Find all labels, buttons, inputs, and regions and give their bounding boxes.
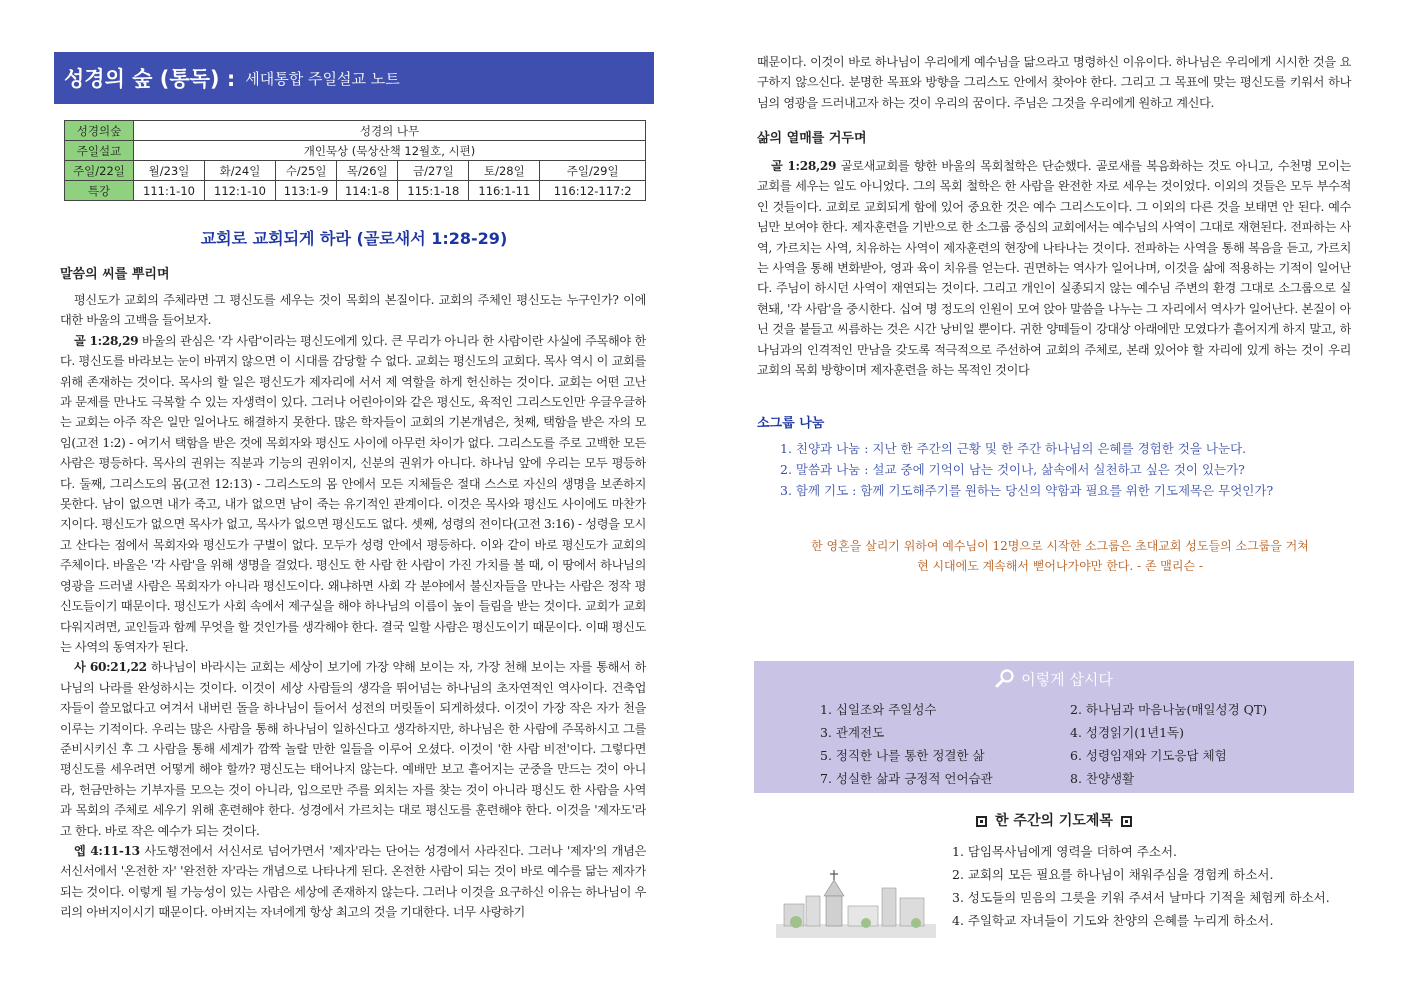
list-item: 1. 친양과 나눔 : 지난 한 주간의 근황 및 한 주간 하나님의 은혜를 경험한 것을 나눈다. xyxy=(780,441,1247,456)
day-cell: 금/27일 xyxy=(398,161,469,181)
reading-cell: 112:1-10 xyxy=(205,181,276,201)
reading-cell: 113:1-9 xyxy=(276,181,337,201)
paragraph xyxy=(60,331,646,658)
reading-cell: 115:1-18 xyxy=(398,181,469,201)
paragraph xyxy=(60,841,646,923)
prayer-title: 한 주간의 기도제목 xyxy=(995,813,1113,829)
table-row xyxy=(65,181,646,201)
list-item: 4. 성경읽기(1년1독) xyxy=(1070,725,1185,740)
table-row xyxy=(65,121,646,141)
quote-line: 현 시대에도 계속해서 뻗어나가야만 한다. - 존 맬리슨 - xyxy=(917,559,1203,573)
left-body xyxy=(60,290,646,940)
reading-cell: 114:1-8 xyxy=(337,181,398,201)
header-bar xyxy=(54,52,654,104)
day-cell: 수/25일 xyxy=(276,161,337,181)
table-row xyxy=(65,141,646,161)
list-item: 3. 함께 기도 : 함께 기도해주기를 원하는 당신의 약함과 필요를 위한 기도제목은 무엇인가? xyxy=(780,483,1274,498)
day-cell: 주일/29일 xyxy=(540,161,646,181)
scripture-ref: 골 1:28,29 xyxy=(771,159,837,173)
schedule-table xyxy=(64,120,646,201)
prayer-title-row xyxy=(754,810,1354,830)
paragraph-text: 사도행전에서 서신서로 넘어가면서 '제자'라는 단어는 성경에서 사라진다. 그러나 '제자'의 개념은 서신서에서 '온전한 자' '완전한 자'라는 개념으로 나타나게 된다. 온전한 사람이 되는 것이 바로 예수를 닮는 제자가 되는 것이다. 이렇게 될 가능성이 있는 사람은 세상에 존재하지 않는다. 그러나 이것을 요구하신 이유는 하나님이 우리의 아버지이시기 때문이다. 아버지는 자녀에게 항상 최고의 것을 기대한다. 너무 사랑하기 xyxy=(60,843,646,920)
small-group-title: 소그룹 나눔 xyxy=(757,416,825,431)
paragraph-text: 바울의 관심은 '각 사람'이라는 평신도에게 있다. 큰 무리가 아니라 한 사람이란 사실에 주목해야 한다. 평신도를 바라보는 눈이 바뀌지 않으면 이 시대를 감당할 수 없다. 교회는 평신도의 교회다. 목사 역시 이 교회를 위해 존재하는 것이다. 목사의 할 일은 평신도가 제자리에 서서 제 역할을 하게 헌신하는 것이다. 교회는 어떤 고난과 문제를 만나도 극복할 수 있는 자생력이 있다. 그러나 어린아이와 같은 평신도, 육적인 그리스도인만 우글우글하는 교회는 아주 작은 일만 일어나도 해결하지 못한다. 많은 학자들이 교회의 기본개념은, 첫째, 택함을 받은 자의 모임(고전 1:2) - 여기서 택함을 받은 것에 목회자와 평신도 사이에 아무런 차이가 없다. 그리스도를 주로 고백한 모든 사람은 평등하다. 목사의 권위는 직분과 기능의 권위이지, 신분의 권위가 아니다. 하나님 앞에 우리는 모두 평등하다. 둘째, 그리스도의 몸(고전 12:13) - 그리스도의 몸 안에서 모든 지체들은 절대 스스로 자신의 생명을 보존하지 못한다. 남이 없으면 내가 죽고, 내가 없으면 남이 죽는 유기적인 관계이다. 이것은 목사와 평신도 사이에도 마찬가지이다. 평신도가 없으면 목사가 없고, 목사가 없으면 평신도도 없다. 셋째, 성령의 전이다(고전 3:16) - 성령을 모시고 산다는 점에서 목회자와 평신도가 구별이 없다. 모두가 성령 안에서 평등하다. 이와 같이 바로 평신도가 교회의 주체이다. 바울은 '각 사람'을 위해 생명을 걸었다. 평신도 한 사람 한 사람이 가진 가치를 볼 때, 이 땅에서 하나님의 영광을 드러낼 사람은 목회자가 아니라 평신도이다. 왜냐하면 사회 각 분야에서 불신자들을 만나는 사람은 정작 평신도들이기 때문이다. 평신도가 사회 속에서 제구실을 해야 하나님의 이름이 높이 들림을 받는 것이다. 교회가 교회다워지려면, 교인들과 함께 무엇을 할 것인가를 생각해야 한다. 결국 일할 사람은 평신도이기 때문이다. 이때 평신도는 사역의 동역자가 된다. xyxy=(60,333,646,654)
quote-line: 한 영혼을 살리기 위하여 예수님이 12명으로 시작한 소그룹은 초대교회 성도들의 소그룹을 거쳐 xyxy=(811,539,1309,553)
sermon-title: 교회로 교회되게 하라 (골로새서 1:28-29) xyxy=(200,229,508,248)
list-item: 3. 관계전도 xyxy=(820,725,885,740)
header-title: 성경의 숲 (통독) : xyxy=(64,67,236,91)
small-group-list xyxy=(780,438,1273,501)
day-cell: 화/24일 xyxy=(205,161,276,181)
list-item: 2. 말씀과 나눔 : 설교 중에 기억이 남는 것이나, 삶속에서 실천하고 싶은 것이 있는가? xyxy=(780,462,1245,477)
table-label: 특강 xyxy=(65,181,134,201)
table-label: 주일설교 xyxy=(65,141,134,161)
list-item: 8. 찬양생활 xyxy=(1070,771,1135,786)
square-bullet-icon xyxy=(1121,816,1132,827)
list-item: 2. 교회의 모든 필요를 하나님이 채워주심을 경험케 하소서. xyxy=(952,867,1274,882)
church-illustration-icon xyxy=(776,866,936,938)
table-cell: 개인묵상 (묵상산책 12월호, 시편) xyxy=(134,141,646,161)
live-title: 이렇게 삽시다 xyxy=(1021,670,1113,689)
paragraph xyxy=(757,156,1351,380)
square-bullet-icon xyxy=(976,816,987,827)
day-cell: 토/28일 xyxy=(469,161,540,181)
reading-cell: 116:12-117:2 xyxy=(540,181,646,201)
paragraph-text: 골로새교회를 향한 바울의 목회철학은 단순했다. 골로새를 복음화하는 것도 아니고, 수천명 모이는 교회를 세우는 일도 아니었다. 그의 목회 철학은 한 사람을 완전한 자로 세우는 것이었다. 이외의 것들은 모두 부수적인 것들이다. 교회로 교회되게 함에 있어 중요한 것은 예수 그리스도이다. 그 이외의 다른 것을 보태면 안 된다. 예수님만 보여야 한다. 제자훈련을 기반으로 한 소그룹 중심의 교회에서는 예수님의 사역이 그대로 재현된다. 전파하는 사역, 가르치는 사역, 치유하는 사역이 제자훈련의 현장에 나타나는 것이다. 전파하는 사역을 통해 복음을 듣고, 가르치는 사역을 통해 변화받아, 영과 육이 치유를 얻는다. 권면하는 역사가 일어나며, 이것을 삶에 적용하는 기적이 일어난다. 주님이 하시던 사역이 재연되는 것이다. 그리고 개인이 실종되지 않는 예수님 주변의 환경 그대로 소그룹으로 실현돼, '각 사람'을 중시한다. 십여 명 정도의 인원이 모여 앉아 말씀을 나누는 그 자리에서 역사가 일어난다. 본질이 아닌 것을 붙들고 씨름하는 것은 시간 낭비일 뿐이다. 귀한 양떼들이 강대상 아래에만 모였다가 흩어지게 하지 말고, 하나님과의 인격적인 만남을 갖도록 적극적으로 주선하여 교회의 주체로, 본래 있어야 할 자리에 있게 하는 것이 우리 교회의 목회 방향이며 제자훈련을 하는 목적인 것이다 xyxy=(757,159,1351,378)
paragraph xyxy=(60,657,646,841)
right-body xyxy=(757,156,1351,392)
header-subtitle: 세대통합 주일설교 노트 xyxy=(245,69,400,88)
day-cell: 목/26일 xyxy=(337,161,398,181)
day-cell: 월/23일 xyxy=(134,161,205,181)
right-top-body xyxy=(757,52,1351,113)
section-title-sow: 말씀의 씨를 뿌리며 xyxy=(60,267,170,282)
live-title-row xyxy=(754,668,1354,692)
list-item: 4. 주일학교 자녀들이 기도와 찬양의 은혜를 누리게 하소서. xyxy=(952,913,1274,928)
live-box xyxy=(754,661,1354,793)
table-label: 성경의숲 xyxy=(65,121,134,141)
list-item: 5. 정직한 나를 통한 정결한 삶 xyxy=(820,748,985,763)
table-label: 주일/22일 xyxy=(65,161,134,181)
list-item: 7. 성실한 삶과 긍정적 언어습관 xyxy=(820,771,993,786)
reading-cell: 116:1-11 xyxy=(469,181,540,201)
list-item: 1. 담임목사님에게 영력을 더하여 주소서. xyxy=(952,844,1177,859)
section-title-harvest: 삶의 열매를 거두며 xyxy=(757,131,867,146)
paragraph-text: 평신도가 교회의 주체라면 그 평신도를 세우는 것이 목회의 본질이다. 교회의 주체인 평신도는 누구인가? 이에 대한 바울의 고백을 들어보자. xyxy=(60,293,646,328)
paragraph-text: 하나님이 바라시는 교회는 세상이 보기에 가장 약해 보이는 자, 가장 천해 보이는 자를 통해서 하나님의 나라를 완성하시는 것이다. 이것이 세상 사람들의 생각을 뛰어넘는 하나님의 초자연적인 역사이다. 건축업자들이 쓸모없다고 여겨서 내버린 돌을 하나님이 들어서 성전의 머릿돌이 되게하셨다. 이것이 가장 작은 자가 천을 이루는 기적이다. 우리는 많은 사람을 통해 하나님이 일하신다고 생각하지만, 하나님은 한 사람에 주목하시고 그를 준비시키신 후 그 사람을 통해 세계가 깜짝 놀랄 만한 일들을 이루어 오셨다. 이것이 '한 사람 비전'이다. 그렇다면 평신도를 세우려면 어떻게 해야 할까? 평신도는 태어나지 않는다. 예배만 보고 흩어지는 군중을 만드는 것이 아니라, 헌금만하는 기부자를 모으는 것이 아니라, 입으로만 주를 외치는 자를 찾는 것이 아니라 평신도 한 사람을 사역과 목회의 주체로 세우기 위해 훈련해야 한다. 성경에서 가르치는 대로 평신도를 훈련해야 한다. 이것을 '제자도'라고 한다. 바로 작은 예수가 되는 것이다. xyxy=(60,660,646,838)
list-item: 1. 십일조와 주일성수 xyxy=(820,702,937,717)
prayer-list xyxy=(952,840,1330,932)
magnifier-icon xyxy=(995,668,1015,692)
scripture-ref: 골 1:28,29 xyxy=(74,333,139,348)
quote xyxy=(770,536,1350,576)
table-cell: 성경의 나무 xyxy=(134,121,646,141)
paragraph: 때문이다. 이것이 바로 하나님이 우리에게 예수님을 닮으라고 명령하신 이유이다. 하나님은 우리에게 시시한 것을 요구하지 않으신다. 분명한 목표와 방향을 그리스도 안에서 찾아야 한다. 그리고 그 목표에 맞는 평신도를 키워서 하나님의 영광을 드러내고자 하는 것이 우리의 꿈이다. 주님은 그것을 우리에게 원하고 계신다. xyxy=(757,55,1351,110)
list-item: 3. 성도들의 믿음의 그릇을 키워 주셔서 날마다 기적을 체험케 하소서. xyxy=(952,890,1330,905)
scripture-ref: 엡 4:11-13 xyxy=(74,843,140,858)
table-row xyxy=(65,161,646,181)
reading-cell: 111:1-10 xyxy=(134,181,205,201)
list-item: 2. 하나님과 마음나눔(매일성경 QT) xyxy=(1070,702,1268,717)
list-item: 6. 성령임재와 기도응답 체험 xyxy=(1070,748,1227,763)
paragraph xyxy=(60,290,646,331)
scripture-ref: 사 60:21,22 xyxy=(74,660,147,675)
